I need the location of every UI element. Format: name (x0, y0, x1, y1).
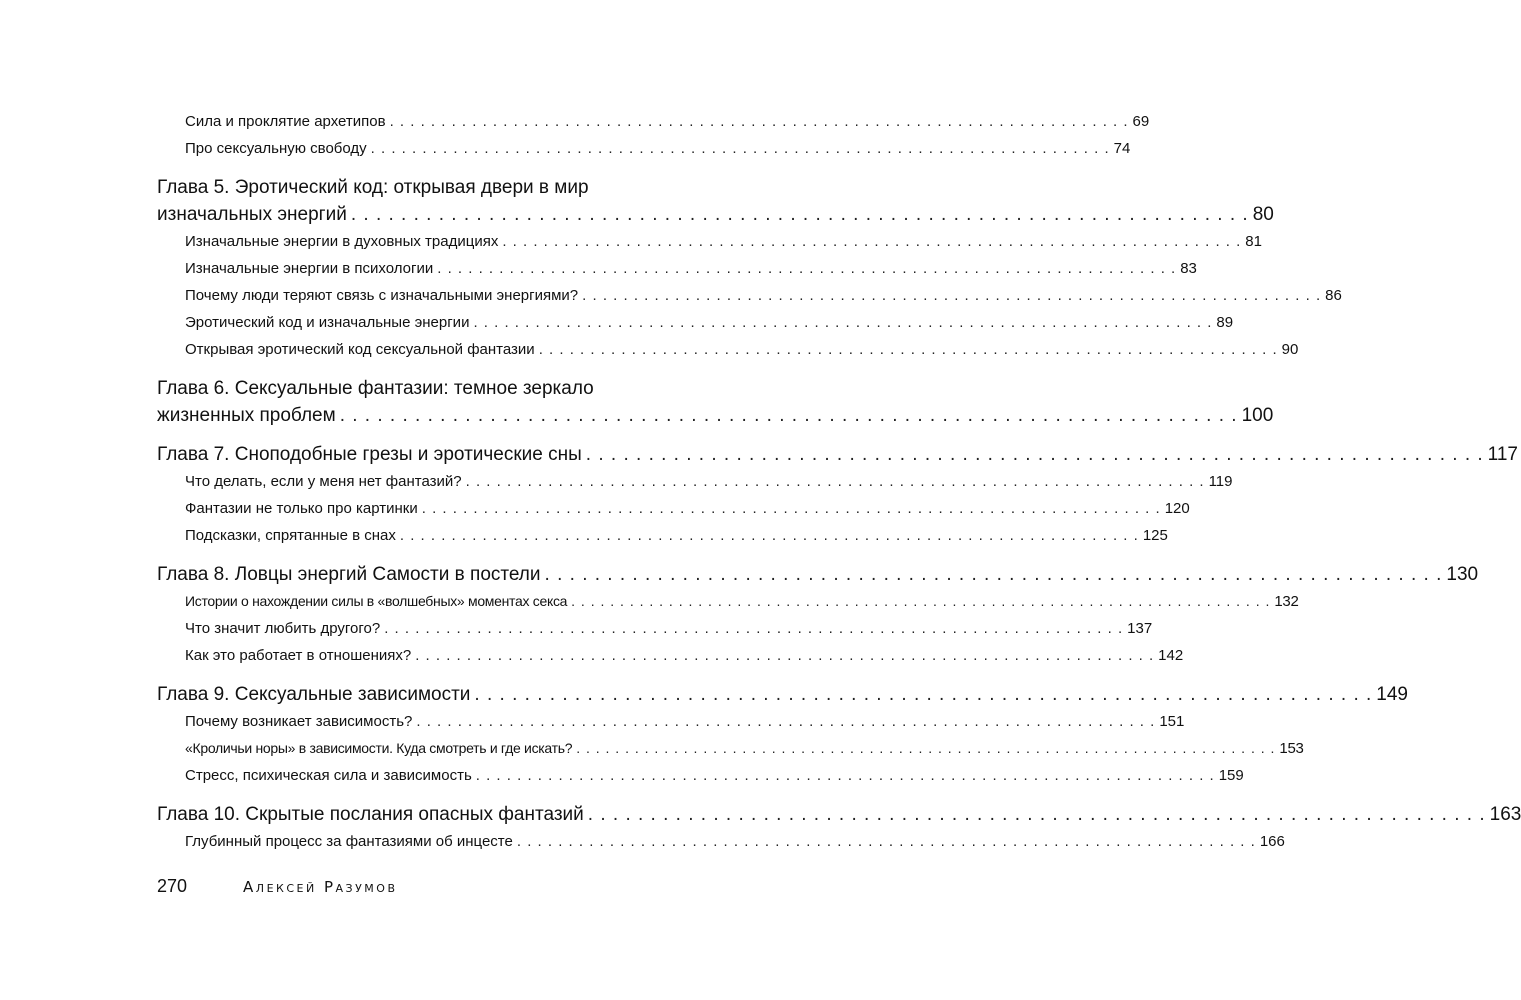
toc-entry-chapter (157, 681, 1408, 708)
toc-entry-section (157, 735, 1304, 762)
entry-page: 117 (1487, 444, 1518, 465)
entry-title: Подсказки, спрятанные в снах (185, 527, 396, 544)
toc-entry-section (157, 108, 1150, 135)
toc-entry-section (157, 468, 1233, 495)
entry-page: 69 (1132, 113, 1150, 130)
entry-page: 83 (1180, 260, 1197, 277)
toc-entry-section (157, 522, 1168, 549)
entry-title: Глава 9. Сексуальные зависимости (157, 684, 471, 705)
leader-dots (433, 255, 1176, 282)
entry-page: 151 (1159, 713, 1185, 730)
entry-title: Что значит любить другого? (185, 620, 381, 637)
toc-entry-section (157, 615, 1153, 642)
entry-title: Глава 8. Ловцы энергий Самости в постели (157, 564, 541, 585)
toc-entry-section (157, 336, 1299, 363)
toc-entry-section (157, 495, 1190, 522)
toc-entry-section (157, 228, 1262, 255)
leader-dots (584, 801, 1486, 828)
leader-dots (498, 228, 1241, 255)
leader-dots (572, 735, 1275, 762)
toc-entry-section (157, 282, 1342, 309)
entry-title: изначальных энергий (157, 204, 347, 225)
leader-dots (567, 588, 1270, 615)
toc-entry-section (157, 642, 1184, 669)
entry-page: 80 (1252, 204, 1274, 225)
entry-title: Открывая эротический код сексуальной фантазии (185, 341, 535, 358)
toc-entry-section (157, 828, 1285, 855)
entry-page: 100 (1241, 405, 1274, 426)
leader-dots (578, 282, 1321, 309)
entry-title: Эротический код и изначальные энергии (185, 314, 470, 331)
toc-entry-chapter (157, 441, 1518, 468)
entry-title: Что делать, если у меня нет фантазий? (185, 473, 462, 490)
toc-entry-section (157, 255, 1197, 282)
entry-title: Глава 10. Скрытые послания опасных фантазий (157, 804, 584, 825)
toc-entry-section (157, 135, 1131, 162)
running-head-author: Алексей Разумов (243, 878, 398, 896)
entry-title: Сила и проклятие архетипов (185, 113, 386, 130)
toc-entry-section (157, 708, 1185, 735)
leader-dots (582, 441, 1484, 468)
toc-entry-chapter (157, 402, 1274, 429)
leader-dots (469, 309, 1212, 336)
toc-entry-section (157, 762, 1244, 789)
entry-page: 132 (1274, 593, 1299, 610)
leader-dots (347, 201, 1249, 228)
leader-dots (412, 708, 1155, 735)
leader-dots (367, 135, 1110, 162)
entry-page: 74 (1113, 140, 1131, 157)
leader-dots (396, 522, 1139, 549)
page-number: 270 (157, 876, 188, 896)
leader-dots (470, 681, 1372, 708)
entry-page: 166 (1259, 833, 1285, 850)
leader-dots (541, 561, 1443, 588)
entry-page: 81 (1245, 233, 1262, 250)
entry-page: 153 (1279, 740, 1304, 757)
leader-dots (472, 762, 1215, 789)
entry-title: Стресс, психическая сила и зависимость (185, 767, 472, 784)
toc-entry-chapter (157, 801, 1521, 828)
toc-entry-chapter (157, 561, 1479, 588)
entry-page: 149 (1376, 684, 1408, 705)
leader-dots (462, 468, 1205, 495)
entry-page: 90 (1281, 341, 1299, 358)
leader-dots (513, 828, 1256, 855)
leader-dots (336, 402, 1238, 429)
leader-dots (418, 495, 1161, 522)
entry-page: 119 (1208, 473, 1233, 490)
entry-page: 89 (1216, 314, 1234, 331)
entry-page: 130 (1446, 564, 1479, 585)
entry-page: 163 (1489, 804, 1521, 825)
entry-title: Глубинный процесс за фантазиями об инцесте (185, 833, 513, 850)
entry-title: Изначальные энергии в духовных традициях (185, 233, 499, 250)
toc-entry-chapter-title-line1: Глава 6. Сексуальные фантазии: темное зеркало (157, 378, 594, 399)
toc-entry-chapter (157, 201, 1274, 228)
entry-title: Почему возникает зависимость? (185, 713, 413, 730)
leader-dots (535, 336, 1278, 363)
entry-title: Фантазии не только про картинки (185, 500, 418, 517)
entry-title: Изначальные энергии в психологии (185, 260, 434, 277)
leader-dots (411, 642, 1154, 669)
entry-title: «Кроличьи норы» в зависимости. Куда смотреть и где искать? (185, 740, 573, 756)
leader-dots (380, 615, 1123, 642)
entry-title: Почему люди теряют связь с изначальными энергиями? (185, 287, 579, 304)
entry-title: Истории о нахождении силы в «волшебных» моментах секса (185, 593, 568, 609)
table-of-contents (157, 108, 1521, 855)
entry-title: Как это работает в отношениях? (185, 647, 412, 664)
toc-entry-chapter-title-line1: Глава 5. Эротический код: открывая двери в мир (157, 177, 589, 198)
entry-page: 125 (1142, 527, 1168, 544)
entry-page: 120 (1164, 500, 1190, 517)
entry-page: 86 (1325, 287, 1342, 304)
entry-page: 159 (1218, 767, 1244, 784)
toc-entry-section (157, 588, 1299, 615)
entry-title: Глава 7. Сноподобные грезы и эротические сны (157, 444, 582, 465)
entry-title: Про сексуальную свободу (185, 140, 367, 157)
page-footer (157, 876, 398, 897)
entry-title: жизненных проблем (157, 405, 336, 426)
toc-entry-section (157, 309, 1234, 336)
entry-page: 137 (1127, 620, 1153, 637)
entry-page: 142 (1158, 647, 1184, 664)
leader-dots (386, 108, 1129, 135)
